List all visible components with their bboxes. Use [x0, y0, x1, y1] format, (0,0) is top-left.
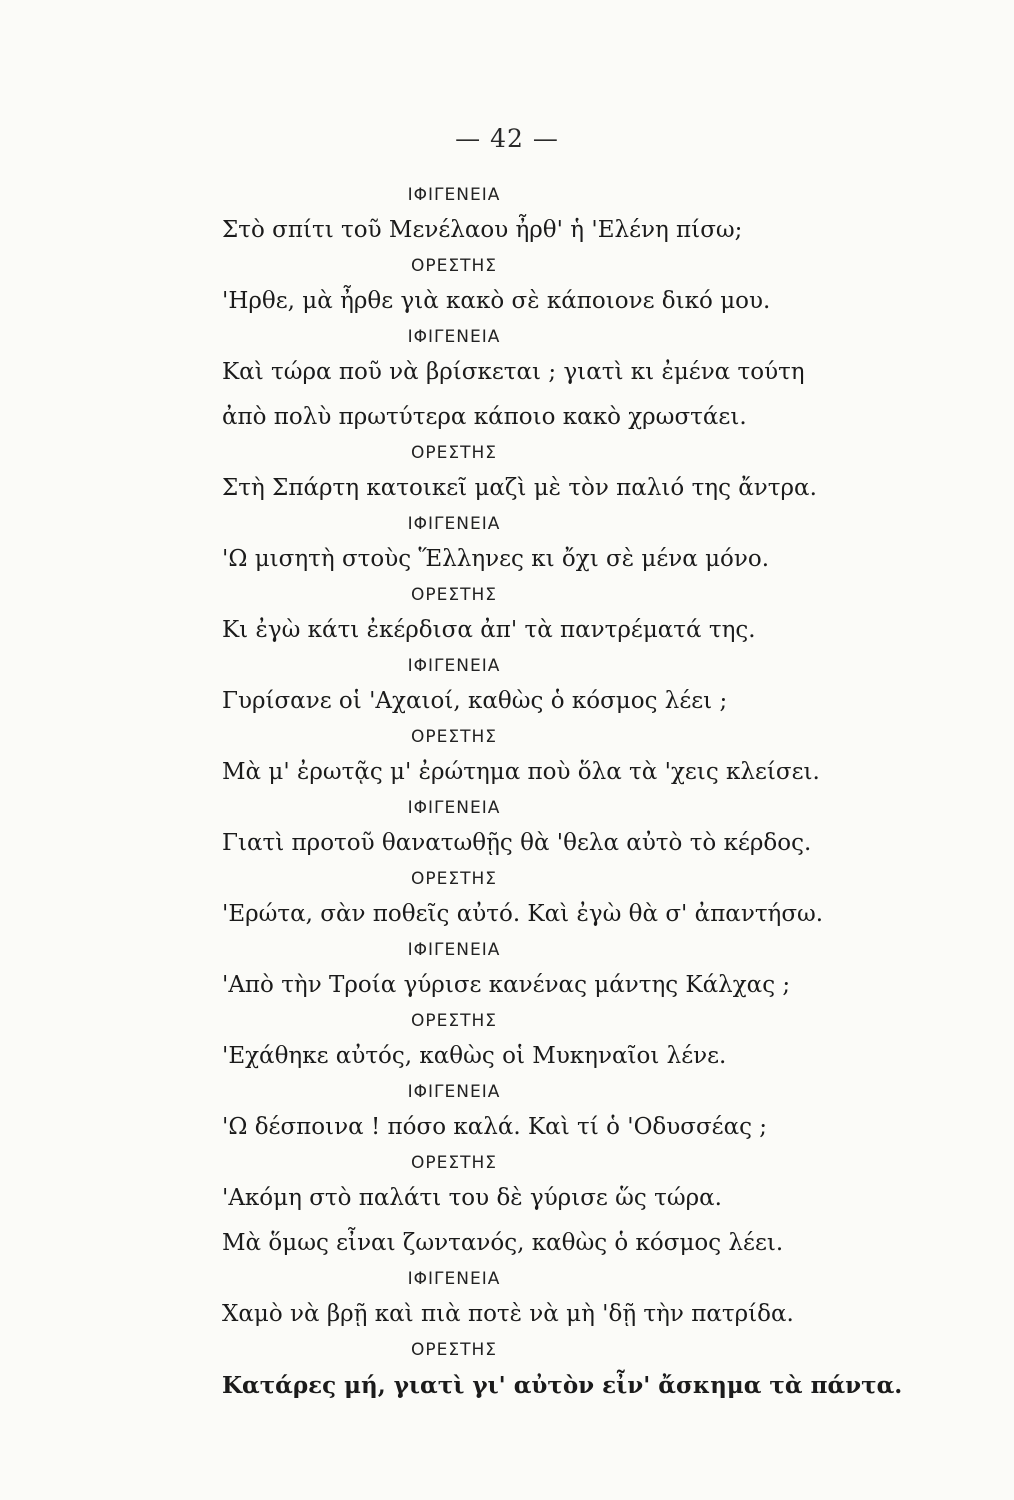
speech-block [222, 1337, 903, 1408]
verse-line: 'Ακόμη στὸ παλάτι του δὲ γύρισε ὥς τώρα. [222, 1185, 722, 1211]
verse-line: Μὰ μ' ἐρωτᾷς μ' ἐρώτημα ποὺ ὅλα τὰ 'χεις κλείσει. [222, 759, 820, 785]
speaker-name: ΟΡΕΣΤΗΣ [410, 727, 498, 747]
verse-line: 'Ηρθε, μὰ ἦρθε γιὰ κακὸ σὲ κάποιονε δικό μου. [222, 288, 771, 314]
speech-block [222, 795, 842, 866]
verse-line: Στὸ σπίτι τοῦ Μενέλαου ἦρθ' ἡ 'Ελένη πίσω; [222, 217, 743, 243]
speech-block [222, 866, 842, 937]
verse-line: Γιατὶ προτοῦ θανατωθῇς θὰ 'θελα αὐτὸ τὸ κέρδος. [222, 830, 812, 856]
speaker-name: ΙΦΙΓΕΝΕΙΑ [407, 656, 501, 676]
speech-block [222, 937, 842, 1008]
speaker-name: ΙΦΙΓΕΝΕΙΑ [407, 798, 501, 818]
speech-block [222, 1008, 842, 1079]
verse-line: 'Ω μισητὴ στοὺς Ἕλληνες κι ὄχι σὲ μένα μόνο. [222, 546, 770, 572]
speech-block [222, 724, 842, 795]
speaker-name: ΙΦΙΓΕΝΕΙΑ [407, 1269, 501, 1289]
speaker-name: ΟΡΕΣΤΗΣ [410, 443, 498, 463]
speaker-name: ΟΡΕΣΤΗΣ [410, 1153, 498, 1173]
verse-line: Γυρίσανε οἱ 'Αχαιοί, καθὼς ὁ κόσμος λέει ; [222, 688, 728, 714]
speech-block [222, 440, 842, 511]
speaker-name: ΟΡΕΣΤΗΣ [410, 1011, 498, 1031]
speaker-name: ΙΦΙΓΕΝΕΙΑ [407, 327, 501, 347]
speaker-name: ΟΡΕΣΤΗΣ [410, 1340, 498, 1360]
verse-line: Χαμὸ νὰ βρῇ καὶ πιὰ ποτὲ νὰ μὴ 'δῇ τὴν πατρίδα. [222, 1301, 794, 1327]
speaker-name: ΙΦΙΓΕΝΕΙΑ [407, 1082, 501, 1102]
speaker-name: ΙΦΙΓΕΝΕΙΑ [407, 940, 501, 960]
verse-line: Μὰ ὅμως εἶναι ζωντανός, καθὼς ὁ κόσμος λέει. [222, 1230, 784, 1256]
speaker-name: ΙΦΙΓΕΝΕΙΑ [407, 514, 501, 534]
speech-block [222, 1079, 842, 1150]
speech-block [222, 511, 842, 582]
verse-line: Κι ἐγὼ κάτι ἐκέρδισα ἀπ' τὰ παντρέματά της. [222, 617, 756, 643]
verse-line: 'Ερώτα, σὰν ποθεῖς αὐτό. Καὶ ἐγὼ θὰ σ' ἀπαντήσω. [222, 901, 824, 927]
verse-line: 'Ω δέσποινα ! πόσο καλά. Καὶ τί ὁ 'Οδυσσέας ; [222, 1114, 768, 1140]
speech-block [222, 582, 842, 653]
speaker-name: ΟΡΕΣΤΗΣ [410, 256, 498, 276]
speaker-name: ΙΦΙΓΕΝΕΙΑ [407, 185, 501, 205]
verse-line: 'Εχάθηκε αὐτός, καθὼς οἱ Μυκηναῖοι λένε. [222, 1043, 727, 1069]
speech-block [222, 1266, 842, 1337]
verse-line: ἀπὸ πολὺ πρωτύτερα κάποιο κακὸ χρωστάει. [222, 404, 747, 430]
page-number: — 42 — [455, 124, 559, 153]
verse-line: Κατάρες μή, γιατὶ γι' αὐτὸν εἶν' ἄσκημα τὰ πάντα. [222, 1372, 903, 1399]
speech-block [222, 1150, 842, 1266]
speaker-name: ΟΡΕΣΤΗΣ [410, 869, 498, 889]
speech-block [222, 182, 842, 253]
dialogue-text [222, 182, 903, 1408]
verse-line: Στὴ Σπάρτη κατοικεῖ μαζὶ μὲ τὸν παλιό της ἄντρα. [222, 475, 817, 501]
speech-block [222, 253, 842, 324]
verse-line: Καὶ τώρα ποῦ νὰ βρίσκεται ; γιατὶ κι ἐμένα τούτη [222, 359, 805, 385]
speech-block [222, 653, 842, 724]
speaker-name: ΟΡΕΣΤΗΣ [410, 585, 498, 605]
verse-line: 'Απὸ τὴν Τροία γύρισε κανένας μάντης Κάλχας ; [222, 972, 791, 998]
speech-block [222, 324, 842, 440]
